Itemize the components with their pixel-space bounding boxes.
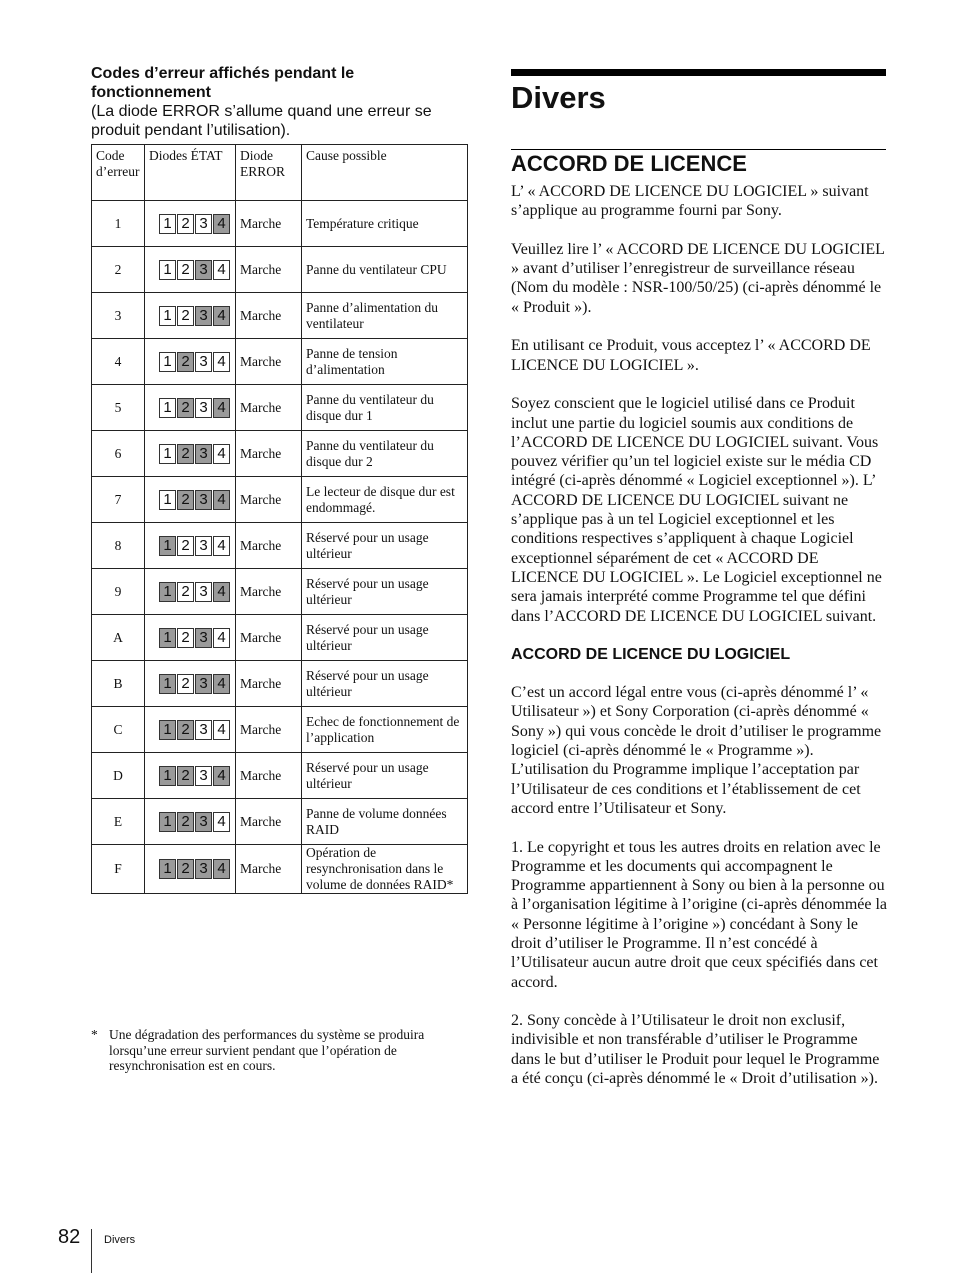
error-led-state: Marche xyxy=(236,753,302,799)
possible-cause: Réservé pour un usage ultérieur xyxy=(302,569,468,615)
header-status-leds: Diodes ÉTAT xyxy=(145,145,236,201)
status-leds xyxy=(145,661,236,707)
error-code: B xyxy=(92,661,145,707)
footer-section-label: Divers xyxy=(104,1234,136,1246)
license-paragraph: 2. Sony concède à l’Utilisateur le droit non exclusif, indivisible et non transférable d’utiliser le Programme dans le but d’utiliser le Produit pour lequel le Programme a été conçu (ci-après dénommé le « Droit d’utilisation »). xyxy=(511,1012,880,1088)
led-lit-indicator: 1 xyxy=(159,859,176,879)
status-leds xyxy=(145,339,236,385)
led-lit-indicator: 4 xyxy=(213,214,230,234)
possible-cause: Le lecteur de disque dur est endommagé. xyxy=(302,477,468,523)
led-off-indicator: 4 xyxy=(213,352,230,372)
led-lit-indicator: 3 xyxy=(195,306,212,326)
led-group xyxy=(159,628,235,648)
led-off-indicator: 4 xyxy=(213,260,230,280)
error-code: 6 xyxy=(92,431,145,477)
possible-cause: Panne de volume données RAID xyxy=(302,799,468,845)
led-lit-indicator: 3 xyxy=(195,260,212,280)
error-code: 9 xyxy=(92,569,145,615)
led-lit-indicator: 4 xyxy=(213,306,230,326)
status-leds xyxy=(145,799,236,845)
table-row xyxy=(92,615,468,661)
error-code: A xyxy=(92,615,145,661)
led-off-indicator: 4 xyxy=(213,812,230,832)
led-off-indicator: 1 xyxy=(159,214,176,234)
table-header-row xyxy=(92,145,468,201)
led-group xyxy=(159,582,235,602)
error-led-state: Marche xyxy=(236,523,302,569)
led-off-indicator: 3 xyxy=(195,766,212,786)
possible-cause: Panne du ventilateur CPU xyxy=(302,247,468,293)
error-codes-table xyxy=(91,144,468,894)
table-row xyxy=(92,799,468,845)
led-lit-indicator: 1 xyxy=(159,720,176,740)
led-off-indicator: 2 xyxy=(177,306,194,326)
error-led-state: Marche xyxy=(236,201,302,247)
status-leds xyxy=(145,615,236,661)
led-off-indicator: 3 xyxy=(195,398,212,418)
led-off-indicator: 2 xyxy=(177,536,194,556)
error-codes-title: Codes d’erreur affichés pendant le fonctionnement xyxy=(91,65,355,101)
error-led-state: Marche xyxy=(236,569,302,615)
led-off-indicator: 1 xyxy=(159,260,176,280)
led-group xyxy=(159,536,235,556)
led-group xyxy=(159,260,235,280)
led-off-indicator: 1 xyxy=(159,490,176,510)
footer-separator xyxy=(91,1229,92,1273)
error-code: 1 xyxy=(92,201,145,247)
led-off-indicator: 3 xyxy=(195,582,212,602)
led-lit-indicator: 4 xyxy=(213,398,230,418)
possible-cause: Réservé pour un usage ultérieur xyxy=(302,615,468,661)
led-lit-indicator: 1 xyxy=(159,582,176,602)
table-row xyxy=(92,661,468,707)
led-lit-indicator: 3 xyxy=(195,444,212,464)
header-cause: Cause possible xyxy=(302,145,468,201)
led-group xyxy=(159,859,235,879)
led-group xyxy=(159,490,235,510)
status-leds xyxy=(145,569,236,615)
led-group xyxy=(159,444,235,464)
led-off-indicator: 1 xyxy=(159,352,176,372)
table-row xyxy=(92,431,468,477)
table-row xyxy=(92,569,468,615)
status-leds xyxy=(145,293,236,339)
led-off-indicator: 2 xyxy=(177,582,194,602)
led-lit-indicator: 2 xyxy=(177,812,194,832)
led-off-indicator: 3 xyxy=(195,352,212,372)
led-group xyxy=(159,812,235,832)
led-lit-indicator: 1 xyxy=(159,766,176,786)
license-paragraph: 1. Le copyright et tous les autres droits en relation avec le Programme et les documents qui accompagnent le Programme appartiennent à Sony ou bien à la personne ou à l’organisation légitime à l’origine (ci-après dénommée la « Personne légitime à l’origine ») concédant à Sony le droit d’utiliser le Programme. Il n’est concédé à l’Utilisateur aucun autre droit que ceux spécifiés dans cet accord. xyxy=(511,838,888,991)
footnote-text: Une dégradation des performances du système se produira lorsqu’une erreur survient pendant que l’opération de resynchronisation est en cours. xyxy=(109,1027,425,1073)
error-code: 4 xyxy=(92,339,145,385)
led-off-indicator: 1 xyxy=(159,398,176,418)
led-lit-indicator: 4 xyxy=(213,859,230,879)
error-led-state: Marche xyxy=(236,431,302,477)
error-code: 2 xyxy=(92,247,145,293)
license-paragraph: En utilisant ce Produit, vous acceptez l’ « ACCORD DE LICENCE DU LOGICIEL ». xyxy=(511,337,871,374)
led-group xyxy=(159,398,235,418)
table-row xyxy=(92,293,468,339)
license-paragraph: L’ « ACCORD DE LICENCE DU LOGICIEL » suivant s’applique au programme fourni par Sony. xyxy=(511,183,869,220)
possible-cause: Réservé pour un usage ultérieur xyxy=(302,661,468,707)
possible-cause: Réservé pour un usage ultérieur xyxy=(302,753,468,799)
error-led-state: Marche xyxy=(236,339,302,385)
license-subheading: ACCORD DE LICENCE DU LOGICIEL xyxy=(511,646,791,664)
led-lit-indicator: 1 xyxy=(159,674,176,694)
error-led-state: Marche xyxy=(236,845,302,894)
led-lit-indicator: 2 xyxy=(177,490,194,510)
led-group xyxy=(159,352,235,372)
led-lit-indicator: 2 xyxy=(177,766,194,786)
section-title: Divers xyxy=(511,80,606,115)
status-leds xyxy=(145,845,236,894)
led-lit-indicator: 2 xyxy=(177,444,194,464)
led-off-indicator: 4 xyxy=(213,720,230,740)
error-code: E xyxy=(92,799,145,845)
license-heading: ACCORD DE LICENCE xyxy=(511,151,747,176)
license-paragraph: Veuillez lire l’ « ACCORD DE LICENCE DU LOGICIEL » avant d’utiliser l’enregistreur de surveillance réseau (Nom du modèle : NSR-100/50/25) (ci-après dénommé le « Produit »). xyxy=(511,240,885,316)
status-leds xyxy=(145,707,236,753)
led-lit-indicator: 3 xyxy=(195,490,212,510)
possible-cause: Réservé pour un usage ultérieur xyxy=(302,523,468,569)
possible-cause: Température critique xyxy=(302,201,468,247)
led-lit-indicator: 4 xyxy=(213,490,230,510)
led-off-indicator: 2 xyxy=(177,214,194,234)
table-row xyxy=(92,707,468,753)
possible-cause: Panne d’alimentation du ventilateur xyxy=(302,293,468,339)
status-leds xyxy=(145,201,236,247)
license-paragraph: Soyez conscient que le logiciel utilisé dans ce Produit inclut une partie du logiciel soumis aux conditions de l’ACCORD DE LICENCE DU LOGICIEL suivant. Vous pouvez vérifier qu’un tel logiciel existe sur le média CD intégré (ci-après dénommé « Logiciel exceptionnel »). L’ ACCORD DE LICENCE DU LOGICIEL suivant ne s’applique pas à un tel Logiciel exceptionnel et les conditions respectives s’appliquent à chaque Logiciel exceptionnel séparément de cet « ACCORD DE LICENCE DU LOGICIEL ». Le Logiciel exceptionnel ne sera jamais interprété comme Programme tel que défini dans l’ACCORD DE LICENCE DU LOGICIEL suivant. xyxy=(511,395,882,625)
led-off-indicator: 3 xyxy=(195,214,212,234)
error-led-state: Marche xyxy=(236,615,302,661)
led-off-indicator: 4 xyxy=(213,444,230,464)
status-leds xyxy=(145,247,236,293)
error-code: 5 xyxy=(92,385,145,431)
error-codes-section xyxy=(91,64,467,894)
header-code: Code d’erreur xyxy=(92,145,145,201)
possible-cause: Panne de tension d’alimentation xyxy=(302,339,468,385)
led-lit-indicator: 4 xyxy=(213,674,230,694)
error-led-state: Marche xyxy=(236,293,302,339)
possible-cause: Panne du ventilateur du disque dur 2 xyxy=(302,431,468,477)
table-row xyxy=(92,201,468,247)
led-lit-indicator: 2 xyxy=(177,720,194,740)
led-group xyxy=(159,214,235,234)
led-group xyxy=(159,720,235,740)
led-off-indicator: 3 xyxy=(195,720,212,740)
led-lit-indicator: 1 xyxy=(159,536,176,556)
led-lit-indicator: 1 xyxy=(159,628,176,648)
footnote-mark: * xyxy=(91,1027,98,1042)
error-code: C xyxy=(92,707,145,753)
led-group xyxy=(159,766,235,786)
led-off-indicator: 3 xyxy=(195,536,212,556)
status-leds xyxy=(145,477,236,523)
led-lit-indicator: 3 xyxy=(195,628,212,648)
led-off-indicator: 2 xyxy=(177,260,194,280)
led-lit-indicator: 4 xyxy=(213,582,230,602)
error-code: 7 xyxy=(92,477,145,523)
error-led-state: Marche xyxy=(236,799,302,845)
led-lit-indicator: 3 xyxy=(195,674,212,694)
header-error-led: Diode ERROR xyxy=(236,145,302,201)
led-lit-indicator: 2 xyxy=(177,859,194,879)
page-number: 82 xyxy=(58,1226,81,1248)
led-off-indicator: 4 xyxy=(213,536,230,556)
license-paragraph: C’est un accord légal entre vous (ci-après dénommé l’ « Utilisateur ») et Sony Corporation (ci-après dénommé « Sony ») qui vous concède le droit d’utiliser le programme logiciel (ci-après dénommé le « Programme »). L’utilisation du Programme implique l’acceptation par l’Utilisateur de ces conditions et l’établissement de cet accord entre l’Utilisateur et Sony. xyxy=(511,684,882,817)
footnote xyxy=(91,1027,467,1074)
led-off-indicator: 4 xyxy=(213,628,230,648)
led-group xyxy=(159,306,235,326)
license-section xyxy=(511,150,887,1108)
status-leds xyxy=(145,753,236,799)
error-codes-subtitle: (La diode ERROR s’allume quand une erreur se produit pendant l’utilisation). xyxy=(91,103,432,139)
error-led-state: Marche xyxy=(236,477,302,523)
led-off-indicator: 2 xyxy=(177,628,194,648)
led-lit-indicator: 3 xyxy=(195,859,212,879)
led-off-indicator: 1 xyxy=(159,444,176,464)
led-lit-indicator: 1 xyxy=(159,812,176,832)
error-code: 3 xyxy=(92,293,145,339)
error-led-state: Marche xyxy=(236,385,302,431)
section-title-bar xyxy=(511,69,886,76)
table-row xyxy=(92,247,468,293)
error-led-state: Marche xyxy=(236,707,302,753)
status-leds xyxy=(145,385,236,431)
status-leds xyxy=(145,431,236,477)
status-leds xyxy=(145,523,236,569)
table-row xyxy=(92,477,468,523)
led-lit-indicator: 3 xyxy=(195,812,212,832)
led-lit-indicator: 4 xyxy=(213,766,230,786)
error-led-state: Marche xyxy=(236,661,302,707)
table-row xyxy=(92,385,468,431)
error-code: 8 xyxy=(92,523,145,569)
led-off-indicator: 1 xyxy=(159,306,176,326)
possible-cause: Echec de fonctionnement de l’application xyxy=(302,707,468,753)
table-row xyxy=(92,523,468,569)
error-code: F xyxy=(92,845,145,894)
led-lit-indicator: 2 xyxy=(177,352,194,372)
error-code: D xyxy=(92,753,145,799)
led-lit-indicator: 2 xyxy=(177,398,194,418)
table-row xyxy=(92,845,468,894)
table-row xyxy=(92,339,468,385)
possible-cause: Opération de resynchronisation dans le volume de données RAID* xyxy=(302,845,468,894)
possible-cause: Panne du ventilateur du disque dur 1 xyxy=(302,385,468,431)
error-led-state: Marche xyxy=(236,247,302,293)
led-group xyxy=(159,674,235,694)
table-row xyxy=(92,753,468,799)
led-off-indicator: 2 xyxy=(177,674,194,694)
